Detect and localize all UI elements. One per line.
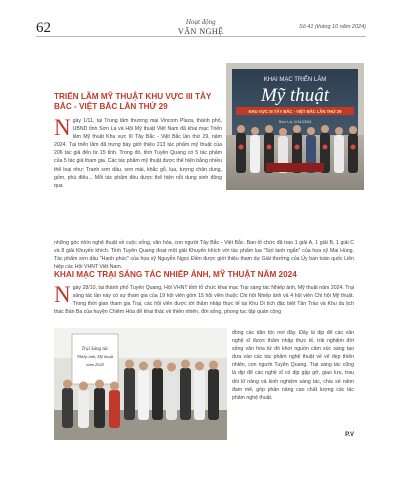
article1-dropcap: N xyxy=(54,115,71,140)
article1-photo xyxy=(226,63,364,190)
exhibition-photo-graphic xyxy=(226,63,364,190)
sign-line2: Nhiếp ảnh, Mỹ thuật xyxy=(76,354,114,359)
page-number: 62 xyxy=(36,20,51,36)
article2-body xyxy=(54,284,354,316)
article1-body xyxy=(54,117,222,190)
header-rule xyxy=(36,36,366,37)
article1-title: TRIỂN LÃM MỸ THUẬT KHU VỰC III TÂY BẮC - VIỆT BẮC LẦN THỨ 29 xyxy=(54,92,212,111)
article2-photo xyxy=(54,328,227,440)
masthead-title: VĂN NGHỆ xyxy=(178,27,224,36)
masthead-subtitle: Hoạt động xyxy=(185,18,216,26)
banner-place: Sơn La, 1/11/2024 xyxy=(278,119,312,124)
issue-label: Số 41 (tháng 10 năm 2024) xyxy=(299,24,366,30)
article2-body-continued: đồng các dân tộc nơi đây. Đây là dịp để các văn nghệ sĩ được thâm nhập thực tế, trải nghiệm đời sống văn hóa từ đó khơi nguồn cảm xúc sáng tạo đưa vào các tác phẩm nghệ thuật về vẻ đẹp thiên nhiên, con người Tuyên Quang. Trại sáng tác cũng là dịp để các nghệ sĩ có dịp gặp gỡ, giao lưu, trau dồi kĩ năng và kinh nghiệm sáng tác, chia sẻ niềm đam mê, góp phần nâng cao chất lượng các tác phẩm nghệ thuật. xyxy=(232,330,354,401)
banner-line2: KHU VỰC III TÂY BẮC - VIỆT BẮC LẦN THỨ 29 xyxy=(248,109,342,114)
banner-line1: KHAI MẠC TRIỂN LÃM xyxy=(263,77,327,83)
magazine-masthead xyxy=(178,18,224,36)
author-signature: P.V xyxy=(345,432,354,438)
sign-line1: Trại Sáng tác xyxy=(81,347,109,352)
article1-text: gày 1/11, tại Trung tâm thương mại Vincom Plaza, thành phố, UBND tỉnh Sơn La và Hội Mỹ thuật Việt Nam đã khai mạc Triển lãm Mỹ thuật Khu vực III Tây Bắc - Việt Bắc lần thứ 29, năm 2024. Tại triển lãm đã trưng bày giới thiệu 213 tác phẩm mỹ thuật của 206 tác giả đến từ 15 tỉnh. Trong đó, tỉnh Tuyên Quang có 5 tác phẩm của 5 tác giả tham gia. Các tác phẩm mỹ thuật được thể hiện bằng nhiều thể loại như: Tranh sơn dầu, sơn mài, khắc gỗ, lụa, tượng chân dung, gốm, phù điêu... Mỗi tác phẩm đều được thể hiện nỗi dung sinh động qua xyxy=(54,118,222,189)
camp-photo-graphic xyxy=(54,328,227,440)
banner-script: Mỹ thuật xyxy=(260,85,330,106)
article1-body-continued: những góc nhìn nghệ thuật về cuộc sống, văn hóa, con người Tây Bắc - Việt Bắc. Ban tổ chức đã trao 1 giải A, 1 giải B, 1 giải C và 8 giải Khuyến khích. Tỉnh Tuyên Quang đoạt một giải Khuyến khích với tác phẩm lụa "Sợi lanh ngắn" của họa sỹ Mai Hùng. Tác phẩm sơn dầu "Hạnh phúc" của họa sỹ Nguyễn Ngọc Điền được giới thiệu tham dự Giải thưởng của Ủy ban toàn quốc Liên hiệp các Hội VHNT Việt Nam. xyxy=(54,240,354,271)
article2-text: gày 28/10, tại thành phố Tuyên Quang, Hội VHNT tỉnh tổ chức khai mạc Trại sáng tác Nhiếp ảnh, Mỹ thuật năm 2024. Trại sáng tác lần này có sự tham gia của 19 hội viên gồm 15 hội viên thuộc Chi hội Nhiếp ảnh và 4 hội viên Chi hội Mỹ thuật. Trong thời gian tham gia Trại, các hội viên được tới thăm nhập thực tế tại Khu Di tích đặc biệt Tân Trào và Khu du lịch thác Bản Ba của huyện Chiêm Hóa để khai thác về thiên nhiên, đời sống, phong tục tập quán cộng xyxy=(54,285,354,316)
article2-title: KHAI MẠC TRẠI SÁNG TÁC NHIẾP ẢNH, MỸ THUẬT NĂM 2024 xyxy=(54,270,297,279)
sign-line3: năm 2024 xyxy=(86,362,104,367)
article2-dropcap: N xyxy=(54,282,71,307)
